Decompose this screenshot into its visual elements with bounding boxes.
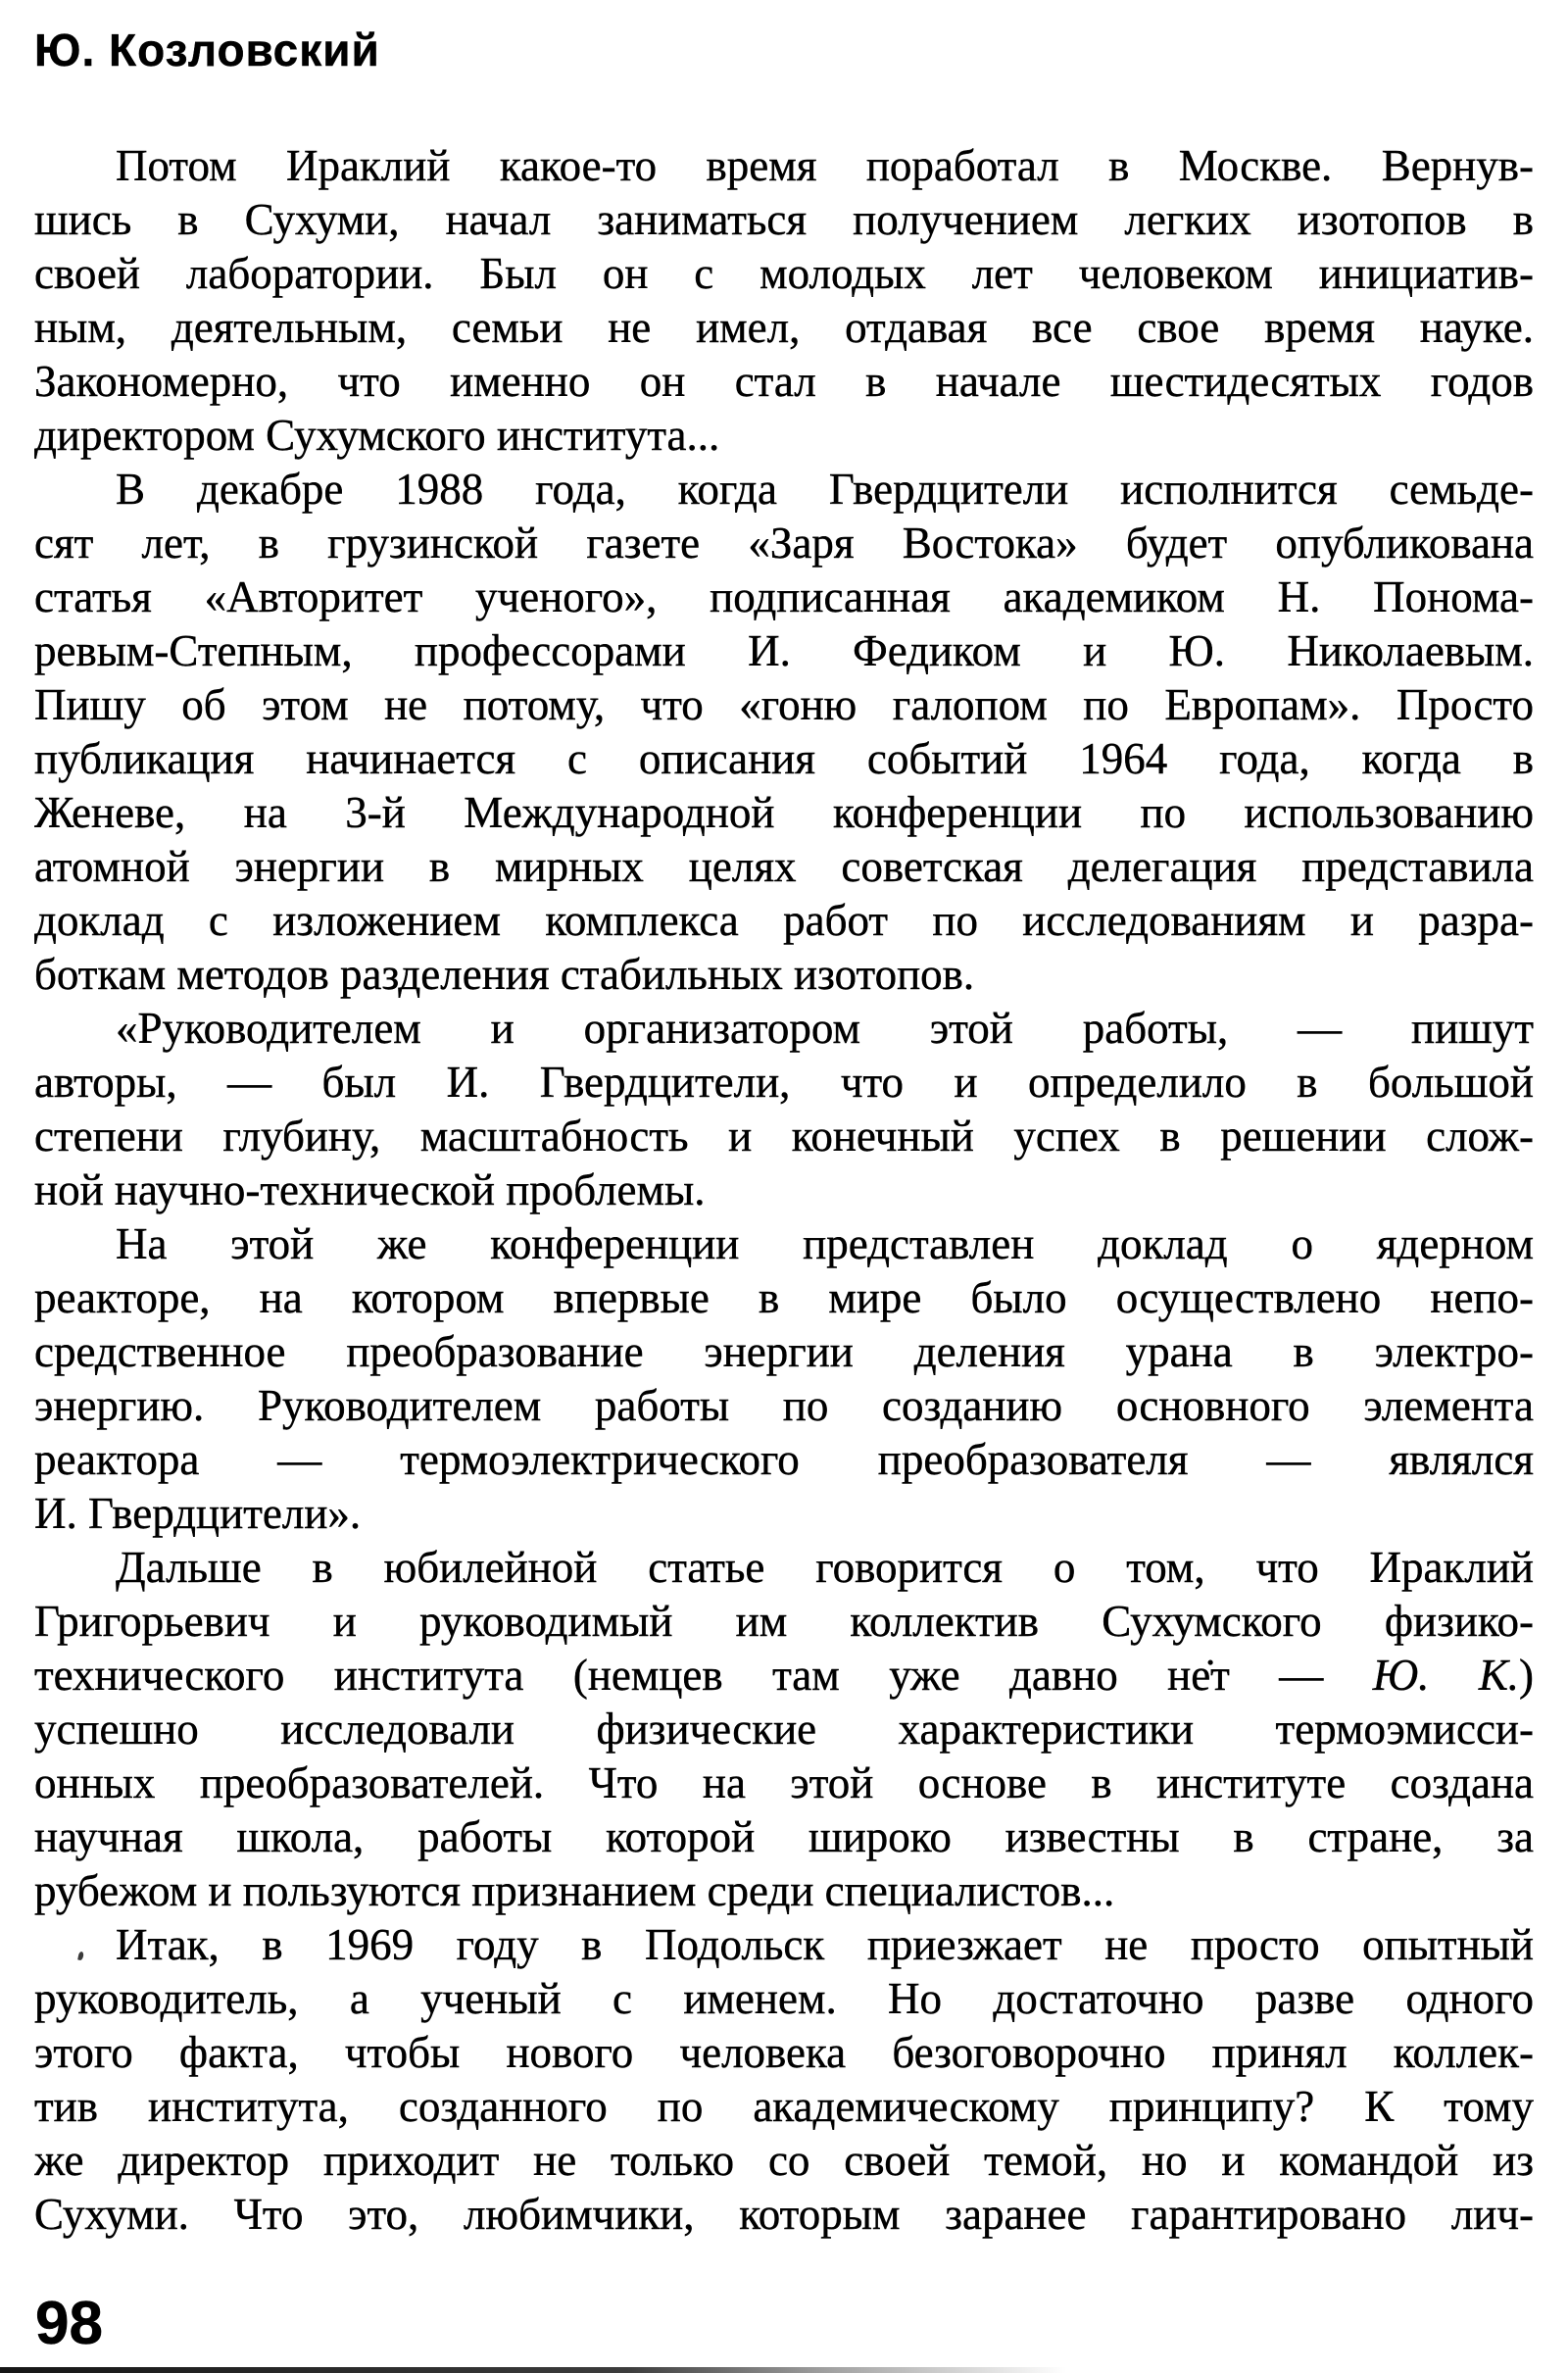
text-line: ревым-Степным, профессорами И. Федиком и Ю. Николаевым.	[34, 626, 1534, 675]
scan-edge-artifact	[0, 2367, 1568, 2373]
text-line: статья «Авторитет ученого», подписанная академиком Н. Понома-	[34, 572, 1534, 621]
text-line: директором Сухумского института...	[34, 411, 720, 460]
text-line: Пишу об этом не потому, что «гоню галопом по Европам». Просто	[34, 680, 1534, 729]
text-line: реакторе, на котором впервые в мире было осуществлено непо-	[34, 1273, 1534, 1322]
text-line	[34, 1649, 1534, 1703]
text-line: авторы, — был И. Гвердцители, что и определило в большой	[34, 1058, 1534, 1107]
text-line: Сухуми. Что это, любимчики, которым заранее гарантировано лич-	[34, 2190, 1534, 2239]
text-line: научная школа, работы которой широко известны в стране, за	[34, 1812, 1534, 1861]
text-line: энергию. Руководителем работы по созданию основного элемента	[34, 1381, 1534, 1430]
text-line: средственное преобразование энергии деления урана в электро-	[34, 1327, 1534, 1376]
text-line: Итак, в 1969 году в Подольск приезжает не просто опытный	[116, 1920, 1534, 1969]
text-line: Дальше в юбилейной статье говорится о том, что Ираклий	[116, 1543, 1534, 1592]
text-line: реактора — термоэлектрического преобразователя — являлся	[34, 1435, 1534, 1484]
text-line: публикация начинается с описания событий 1964 года, когда в	[34, 734, 1534, 783]
text-line: На этой же конференции представлен доклад о ядерном	[116, 1219, 1534, 1268]
text-line: шись в Сухуми, начал заниматься получением легких изотопов в	[34, 195, 1534, 244]
text-line: своей лаборатории. Был он с молодых лет человеком инициатив-	[34, 249, 1534, 298]
text-line: доклад с изложением комплекса работ по исследованиям и разра-	[34, 896, 1534, 945]
text-line: боткам методов разделения стабильных изотопов.	[34, 950, 975, 999]
text-line: В декабре 1988 года, когда Гвердцители исполнится семьде-	[116, 465, 1534, 514]
text-line: успешно исследовали физические характеристики термоэмисси-	[34, 1705, 1534, 1754]
text-line: Потом Ираклий какое-то время поработал в Москве. Вернув-	[116, 141, 1534, 190]
text-line: рубежом и пользуются признанием среди специалистов...	[34, 1866, 1115, 1915]
text-line: ным, деятельным, семьи не имел, отдавая все свое время науке.	[34, 303, 1534, 352]
page-number: 98	[35, 2290, 103, 2357]
text-line: Женеве, на 3-й Международной конференции по использованию	[34, 788, 1534, 837]
text-line: «Руководителем и организатором этой работы, — пишут	[116, 1004, 1534, 1053]
text-line: этого факта, чтобы нового человека безоговорочно принял коллек-	[34, 2028, 1534, 2077]
text-line: тив института, созданного по академическому принципу? К тому	[34, 2082, 1534, 2131]
text-line: же директор приходит не только со своей темой, но и командой из	[34, 2136, 1534, 2185]
author-header: Ю. Козловский	[34, 25, 380, 75]
text-line: руководитель, а ученый с именем. Но достаточно разве одного	[34, 1974, 1534, 2023]
text-line: Закономерно, что именно он стал в начале шестидесятых годов	[34, 357, 1534, 406]
text-line: ной научно-технической проблемы.	[34, 1165, 706, 1214]
text-line: сят лет, в грузинской газете «Заря Востока» будет опубликована	[34, 519, 1534, 568]
text-segment: )	[1519, 1651, 1534, 1700]
text-line: Григорьевич и руководимый им коллектив Сухумского физико-	[34, 1597, 1534, 1646]
text-line: степени глубину, масштабность и конечный успех в решении слож-	[34, 1112, 1534, 1161]
text-line: атомной энергии в мирных целях советская делегация представила	[34, 842, 1534, 891]
text-segment: технического института (немцев там уже давно не̇т —	[34, 1651, 1373, 1700]
text-line: И. Гвердцители».	[34, 1489, 362, 1538]
text-line: онных преобразователей. Что на этой основе в институте создана	[34, 1758, 1534, 1807]
editorial-note: Ю. К.	[1372, 1651, 1520, 1700]
page-text	[34, 139, 1534, 2242]
